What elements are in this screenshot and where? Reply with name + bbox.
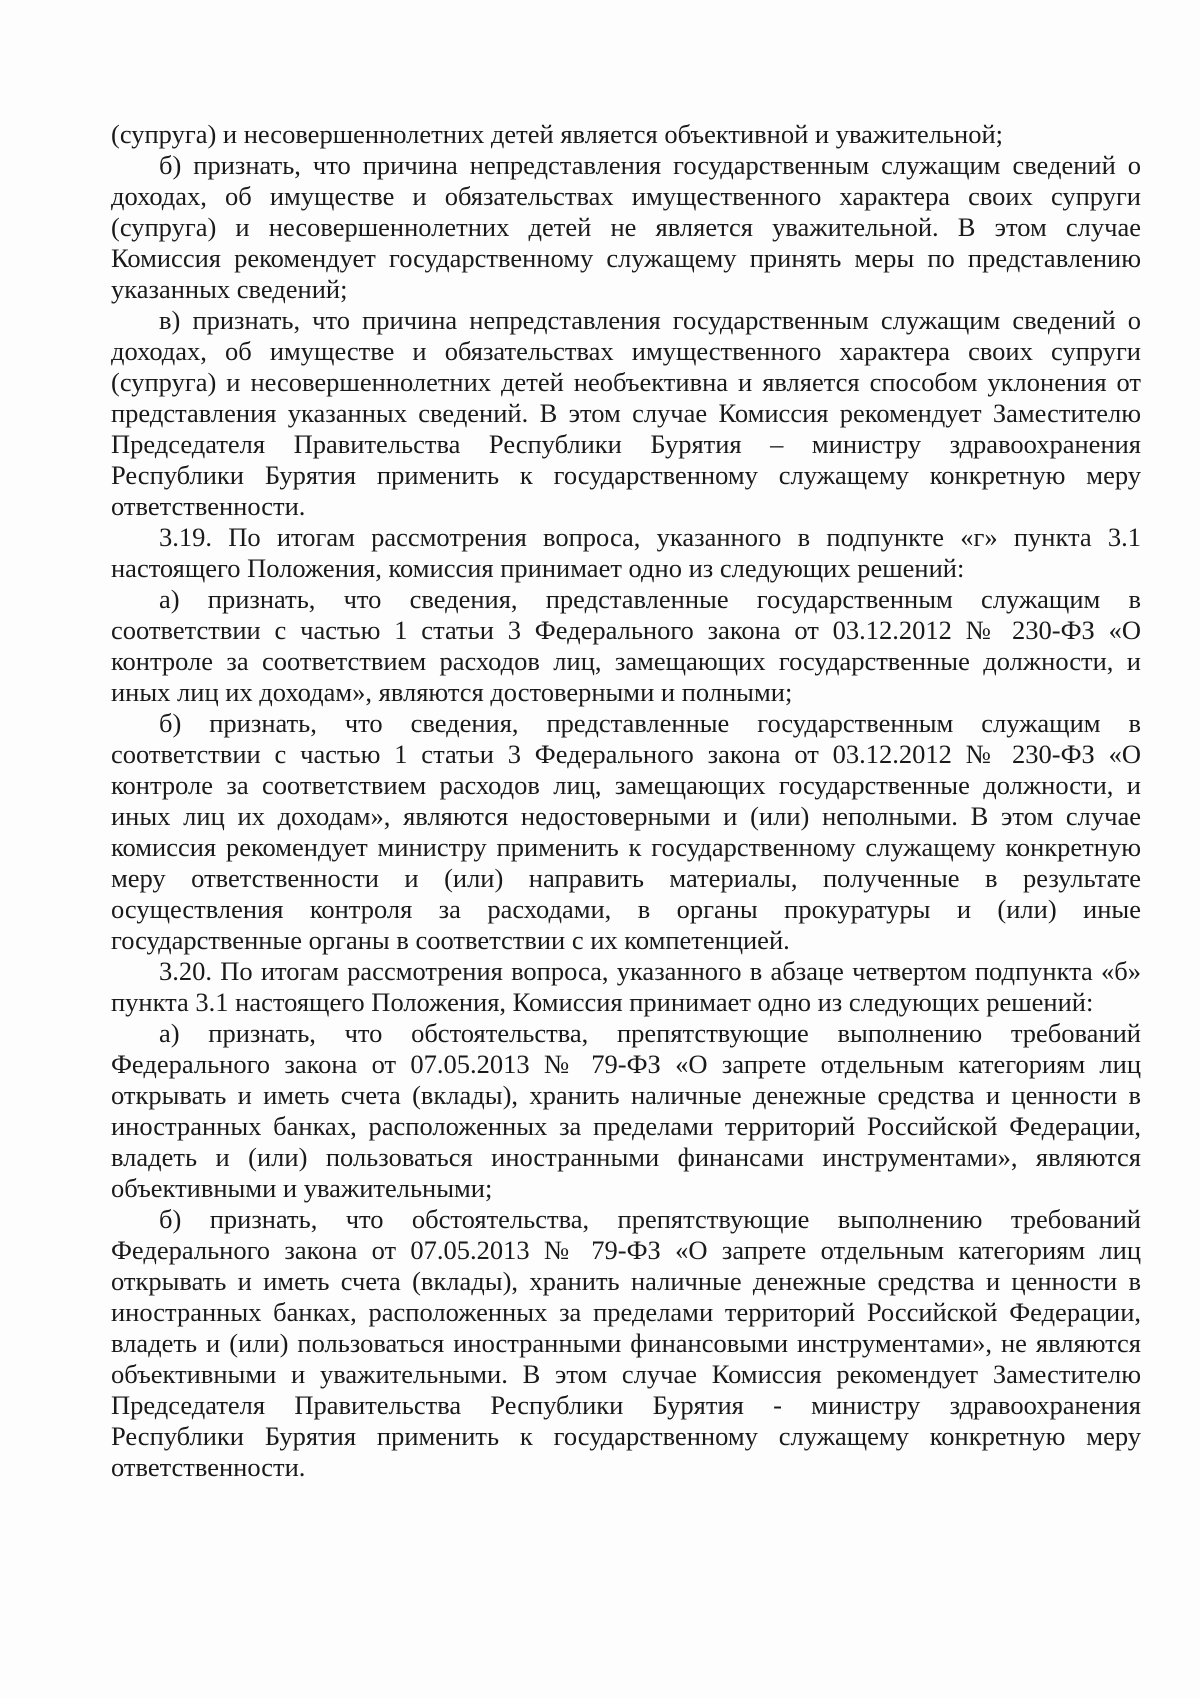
- paragraph-3-20-item-b: б) признать, что обстоятельства, препятствующие выполнению требований Федерального закона от 07.05.2013 № 79-ФЗ «О запрете отдельным категориям лиц открывать и иметь счета (вклады), хранить наличные денежные средства и ценности в иностранных банках, расположенных за пределами территорий Российской Федерации, владеть и (или) пользоваться иностранными финансовыми инструментами», не являются объективными и уважительными. В этом случае Комиссия рекомендует Заместителю Председателя Правительства Республики Бурятия - министру здравоохранения Республики Бурятия применить к государственному служащему конкретную меру ответственности.: [111, 1204, 1141, 1482]
- paragraph-item-v: в) признать, что причина непредставления государственным служащим сведений о доходах, об имуществе и обязательствах имущественного характера своих супруги (супруга) и несовершеннолетних детей необъективна и является способом уклонения от представления указанных сведений. В этом случае Комиссия рекомендует Заместителю Председателя Правительства Республики Бурятия – министру здравоохранения Республики Бурятия применить к государственному служащему конкретную меру ответственности.: [111, 305, 1141, 521]
- document-body: [111, 119, 1141, 1483]
- paragraph-3-20-item-a: а) признать, что обстоятельства, препятствующие выполнению требований Федерального закона от 07.05.2013 № 79-ФЗ «О запрете отдельным категориям лиц открывать и иметь счета (вклады), хранить наличные денежные средства и ценности в иностранных банках, расположенных за пределами территорий Российской Федерации, владеть и (или) пользоваться иностранными финансами инструментами», являются объективными и уважительными;: [111, 1018, 1141, 1203]
- paragraph-item-b: б) признать, что причина непредставления государственным служащим сведений о доходах, об имуществе и обязательствах имущественного характера своих супруги (супруга) и несовершеннолетних детей не является уважительной. В этом случае Комиссия рекомендует государственному служащему принять меры по представлению указанных сведений;: [111, 150, 1141, 304]
- paragraph-clause-3-19: 3.19. По итогам рассмотрения вопроса, указанного в подпункте «г» пункта 3.1 настоящего Положения, комиссия принимает одно из следующих решений:: [111, 522, 1141, 583]
- paragraph-3-19-item-a: а) признать, что сведения, представленные государственным служащим в соответствии с частью 1 статьи 3 Федерального закона от 03.12.2012 № 230-ФЗ «О контроле за соответствием расходов лиц, замещающих государственные должности, и иных лиц их доходам», являются достоверными и полными;: [111, 584, 1141, 707]
- paragraph-continuation: (супруга) и несовершеннолетних детей является объективной и уважительной;: [111, 119, 1004, 149]
- paragraph-3-19-item-b: б) признать, что сведения, представленные государственным служащим в соответствии с частью 1 статьи 3 Федерального закона от 03.12.2012 № 230-ФЗ «О контроле за соответствием расходов лиц, замещающих государственные должности, и иных лиц их доходам», являются недостоверными и (или) неполными. В этом случае комиссия рекомендует министру применить к государственному служащему конкретную меру ответственности и (или) направить материалы, полученные в результате осуществления контроля за расходами, в органы прокуратуры и (или) иные государственные органы в соответствии с их компетенцией.: [111, 708, 1141, 955]
- paragraph-clause-3-20: 3.20. По итогам рассмотрения вопроса, указанного в абзаце четвертом подпункта «б» пункта 3.1 настоящего Положения, Комиссия принимает одно из следующих решений:: [111, 956, 1141, 1017]
